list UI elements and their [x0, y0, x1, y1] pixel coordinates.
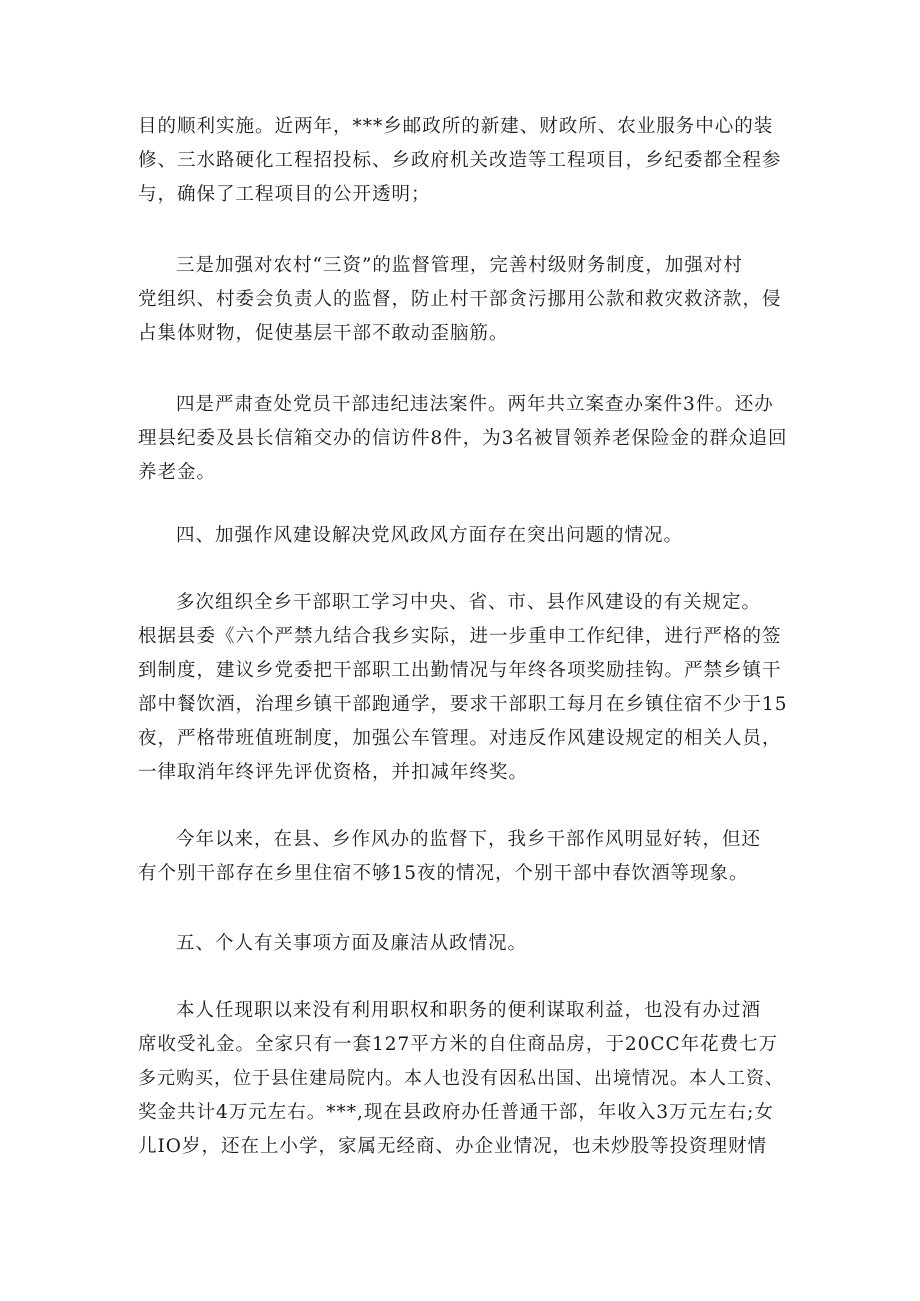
- section-heading-personal-matters: [138, 927, 788, 961]
- paragraph-this-year: [138, 823, 788, 891]
- text-line: 儿IO岁，还在上小学，家属无经商、办企业情况，也未炒股等投资理财情: [138, 1136, 767, 1157]
- text-line: 部中餐饮酒，治理乡镇干部跑通学，要求干部职工每月在乡镇住宿不少于15: [138, 694, 788, 715]
- text-line: 三是加强对农村“三资”的监督管理，完善村级财务制度，加强对村: [176, 255, 743, 276]
- text-line: 多次组织全乡干部职工学习中央、省、市、县作风建设的有关规定。: [176, 592, 762, 613]
- text-line: 修、三水路硬化工程招投标、乡政府机关改造等工程项目，乡纪委都全程参: [138, 150, 782, 171]
- text-line: 理县纪委及县长信箱交办的信访件8件，为3名被冒领养老保险金的群众追回: [138, 428, 788, 449]
- text-line: 目的顺利实施。近两年，***乡邮政所的新建、财政所、农业服务中心的装: [138, 116, 774, 137]
- text-line: 五、个人有关事项方面及廉洁从政情况。: [176, 933, 528, 954]
- text-line: 四、加强作风建设解决党风政风方面存在突出问题的情况。: [176, 525, 684, 546]
- paragraph-work-style-rules: [138, 586, 788, 790]
- paragraph-personal-integrity: [138, 994, 788, 1164]
- section-heading-work-style: [138, 519, 788, 553]
- text-line: 根据县委《六个严禁九结合我乡实际，进一步重申工作纪律，进行严格的签: [138, 626, 782, 647]
- text-line: 今年以来，在县、乡作风办的监督下，我乡干部作风明显好转，但还: [176, 829, 762, 850]
- text-line: 席收受礼金。全家只有一套127平方米的自住商品房，于20CC年花费七万: [138, 1034, 779, 1055]
- text-line: 与，确保了工程项目的公开透明；: [138, 184, 431, 205]
- text-line: 四是严肃查处党员干部违纪违法案件。两年共立案查办案件3件。还办: [176, 394, 774, 415]
- text-line: 多元购买，位于县住建局院内。本人也没有因私出国、出境情况。本人工资、: [138, 1068, 784, 1089]
- text-line: 到制度，建议乡党委把干部职工出勤情况与年终各项奖励挂钩。严禁乡镇干: [138, 660, 782, 681]
- text-line: 夜，严格带班值班制度，加强公车管理。对违反作风建设规定的相关人员，: [138, 728, 782, 749]
- text-line: 本人任现职以来没有利用职权和职务的便利谋取利益，也没有办过酒: [176, 1000, 762, 1021]
- text-line: 一律取消年终评先评优资格，并扣减年终奖。: [138, 762, 529, 783]
- text-line: 占集体财物，促使基层干部不敢动歪脑筋。: [138, 323, 509, 344]
- text-line: 奖金共计4万元左右。***,现在县政府办任普通干部，年收入3万元左右;女: [138, 1102, 774, 1123]
- paragraph-three-assets: [138, 249, 788, 351]
- text-line: 有个别干部存在乡里住宿不够15夜的情况，个别干部中春饮酒等现象。: [138, 863, 749, 884]
- paragraph-project-supervision: [138, 110, 788, 212]
- text-line: 党组织、村委会负责人的监督，防止村干部贪污挪用公款和救灾救济款，侵: [138, 289, 782, 310]
- paragraph-case-investigation: [138, 388, 788, 490]
- text-line: 养老金。: [138, 462, 217, 483]
